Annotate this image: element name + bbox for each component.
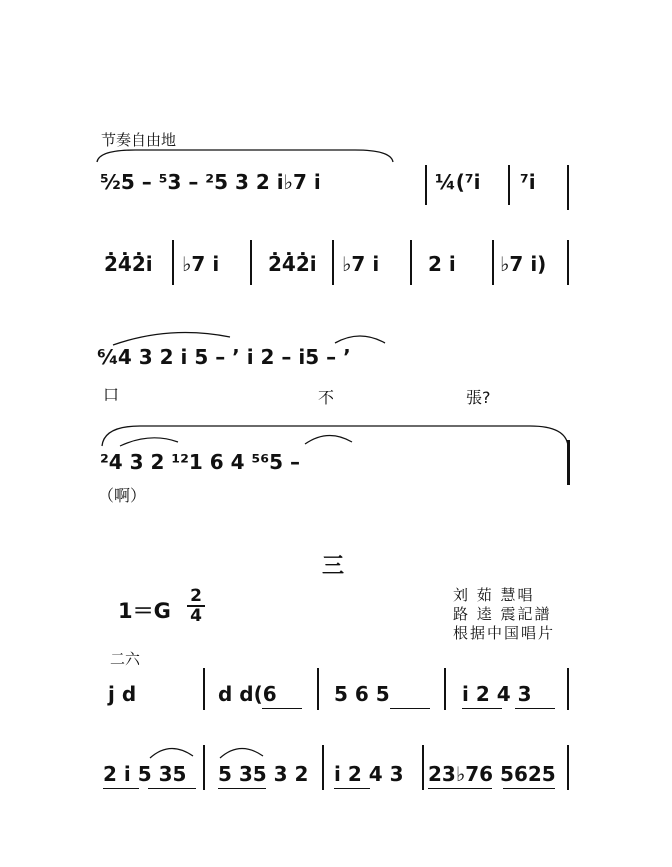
staff6-measure: i 2 4 3 <box>334 762 404 786</box>
lyric: （啊） <box>98 486 147 505</box>
staff6-measure: 23♭76 5625 <box>428 762 556 786</box>
credit-line: 刘 茹 慧唱 <box>453 586 535 604</box>
staff2-measure: ♭7 i <box>342 252 380 276</box>
barline <box>422 745 424 790</box>
time-signature <box>187 588 205 625</box>
staff5-measure: d d(6 <box>218 682 277 706</box>
slur-marks <box>145 738 295 760</box>
staff5-measure: 5 6 5 <box>334 682 390 706</box>
barline <box>567 668 569 710</box>
credit-line: 根据中国唱片 <box>453 624 556 642</box>
staff2-measure: 2̇4̇2̇i <box>268 252 317 276</box>
beam-line <box>103 788 139 789</box>
beam-line <box>428 788 492 789</box>
staff5-measure: j d <box>108 682 137 706</box>
barline <box>492 240 494 285</box>
staff4-notes: ²4 3 2 ¹²1 6 4 ⁵⁶5 – <box>100 450 300 474</box>
staff6-measure: 2 i 5 35 <box>103 762 187 786</box>
beam-line <box>390 708 430 709</box>
staff3-notes: ⁶⁄₄4 3 2 i 5 – ’ i 2 – i5 – ’ <box>97 345 351 369</box>
beam-line <box>515 708 555 709</box>
lyric: 不 <box>318 388 335 407</box>
barline <box>332 240 334 285</box>
staff2-measure: ♭7 i <box>182 252 220 276</box>
staff6-measure: 5 35 3 2 <box>218 762 309 786</box>
subsection-label: 二六 <box>110 650 141 668</box>
barline <box>203 745 205 790</box>
barline <box>203 668 205 710</box>
credit-line: 路 逵 震記譜 <box>453 605 552 623</box>
lyric: 張? <box>466 388 491 407</box>
tempo-marking: 节奏自由地 <box>101 131 177 149</box>
barline <box>567 165 569 210</box>
barline <box>250 240 252 285</box>
time-denominator: 4 <box>190 606 202 626</box>
staff2-measure: 2 i <box>428 252 456 276</box>
staff1-segment: ⁷i <box>520 170 536 194</box>
beam-line <box>148 788 196 789</box>
barline-final <box>567 440 570 485</box>
barline <box>172 240 174 285</box>
beam-line <box>334 788 370 789</box>
beam-line <box>503 788 555 789</box>
time-numerator: 2 <box>187 588 205 607</box>
barline <box>508 165 510 205</box>
staff1-segment: ⁵⁄₂5 – ⁵3 – ²5 3 2 i♭7 i <box>100 170 321 194</box>
staff1-segment: ¼(⁷i <box>435 170 481 194</box>
barline <box>567 745 569 790</box>
barline <box>567 240 569 285</box>
barline <box>425 165 427 205</box>
barline <box>410 240 412 285</box>
beam-line <box>262 708 302 709</box>
staff2-measure: 2̇4̇2̇i <box>104 252 153 276</box>
beam-line <box>462 708 502 709</box>
barline <box>322 745 324 790</box>
staff5-measure: i 2 4 3 <box>462 682 532 706</box>
key-signature: 1＝G <box>118 599 171 623</box>
beam-line <box>218 788 266 789</box>
barline <box>444 668 446 710</box>
barline <box>317 668 319 710</box>
phrase-slur <box>100 418 570 448</box>
phrase-slur <box>95 144 395 164</box>
lyric: 口 <box>103 385 120 404</box>
section-title: 三 <box>322 554 345 579</box>
staff2-measure: ♭7 i) <box>500 252 547 276</box>
